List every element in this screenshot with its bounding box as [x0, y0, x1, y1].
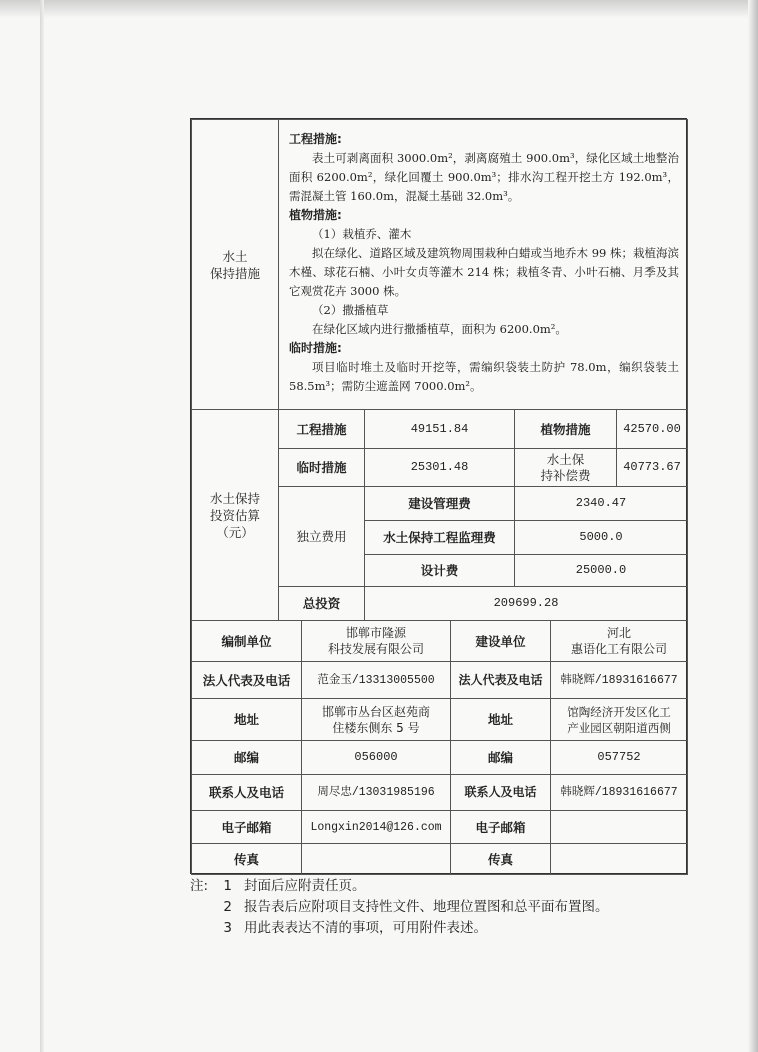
engineering-cost-value: 49151.84 — [364, 409, 515, 449]
temp-title: 临时措施: — [289, 341, 342, 355]
independent-cost-label: 独立费用 — [278, 486, 365, 587]
scan-top-edge — [0, 0, 758, 18]
temp-text: 项目临时堆土及临时开挖等，需编织袋装土防护 78.0m，编织袋装土 58.5m³；需防尘遮盖网 7000.0m²。 — [289, 360, 679, 393]
note-text: 报告表后应附项目支持性文件、地理位置图和总平面布置图。 — [244, 899, 609, 915]
binding-edge — [40, 0, 44, 1052]
plant-cost-label: 植物措施 — [514, 409, 617, 449]
temp-cost-label: 临时措施 — [278, 448, 365, 487]
fax-right — [550, 843, 688, 875]
address-left: 邯郸市丛台区赵苑商 住楼东侧东 5 号 — [301, 698, 451, 741]
postcode-right: 057752 — [550, 740, 688, 775]
contact-label: 联系人及电话 — [191, 774, 302, 811]
engineering-title: 工程措施: — [289, 132, 342, 146]
design-fee-value: 25000.0 — [514, 554, 688, 587]
fax-left — [301, 843, 451, 875]
plant-title: 植物措施: — [289, 208, 342, 222]
contact-right: 韩晓辉/18931616677 — [550, 774, 688, 811]
measures-label: 水土 保持措施 — [191, 119, 279, 410]
form-table — [190, 118, 687, 874]
email-right — [550, 810, 688, 844]
legal-rep-left: 范金玉/13313005500 — [301, 661, 451, 699]
engineering-cost-label: 工程措施 — [278, 409, 365, 449]
fax-label: 传真 — [191, 843, 302, 875]
builder-value: 河北 惠语化工有限公司 — [550, 620, 688, 662]
email-label-right: 电子邮箱 — [450, 810, 551, 844]
legal-rep-label: 法人代表及电话 — [191, 661, 302, 699]
note-item — [190, 897, 687, 918]
plant-text1: 拟在绿化、道路区域及建筑物周围栽种白蜡或当地乔木 99 株；栽植海滨木槿、球花石楠、小叶女贞等灌木 214 株；栽植冬青、小叶石楠、月季及其它观赏花卉 3000 株。 — [289, 246, 679, 298]
compensation-label: 水土保 持补偿费 — [514, 448, 617, 487]
compiler-value: 邯郸市隆源 科技发展有限公司 — [301, 620, 451, 662]
legal-rep-label-right: 法人代表及电话 — [450, 661, 551, 699]
note-item — [190, 918, 687, 939]
plant-text2: 在绿化区域内进行撒播植草，面积为 6200.0m²。 — [312, 322, 567, 336]
builder-label: 建设单位 — [450, 620, 551, 662]
address-label: 地址 — [191, 698, 302, 741]
mgmt-fee-value: 2340.47 — [514, 486, 688, 521]
measures-content — [278, 119, 688, 410]
postcode-label: 邮编 — [191, 740, 302, 775]
investment-label: 水土保持 投资估算 （元） — [191, 409, 279, 621]
email-label: 电子邮箱 — [191, 810, 302, 844]
scan-right-edge — [748, 0, 758, 1052]
mgmt-fee-label: 建设管理费 — [364, 486, 515, 521]
plant-sub2: （2）撒播植草 — [312, 303, 389, 317]
postcode-left: 056000 — [301, 740, 451, 775]
plant-sub1: （1）栽植乔、灌木 — [312, 227, 412, 241]
engineering-text: 表土可剥离面积 3000.0m²，剥离腐殖土 900.0m³，绿化区域土地整治面积 6200.0m²，绿化回覆土 900.0m³；排水沟工程开挖土方 192.0m³，需混凝土管 160.0m，混凝土基础 32.0m³。 — [289, 151, 679, 203]
address-label-right: 地址 — [450, 698, 551, 741]
note-number: 3 — [223, 920, 232, 936]
notes-prefix: 注: — [190, 878, 209, 894]
notes — [190, 876, 687, 939]
legal-rep-right: 韩晓辉/18931616677 — [550, 661, 688, 699]
address-right: 馆陶经济开发区化工 产业园区朝阳道西侧 — [550, 698, 688, 741]
supervision-fee-label: 水土保持工程监理费 — [364, 520, 515, 555]
note-number: 2 — [223, 899, 232, 915]
contact-left: 周尽忠/13031985196 — [301, 774, 451, 811]
design-fee-label: 设计费 — [364, 554, 515, 587]
note-item — [190, 876, 687, 897]
compensation-value: 40773.67 — [616, 448, 688, 487]
postcode-label-right: 邮编 — [450, 740, 551, 775]
plant-cost-value: 42570.00 — [616, 409, 688, 449]
supervision-fee-value: 5000.0 — [514, 520, 688, 555]
temp-cost-value: 25301.48 — [364, 448, 515, 487]
note-number: 1 — [223, 878, 232, 894]
total-investment-value: 209699.28 — [364, 586, 688, 621]
note-text: 封面后应附责任页。 — [244, 878, 366, 894]
contact-label-right: 联系人及电话 — [450, 774, 551, 811]
note-text: 用此表表达不清的事项，可用附件表述。 — [244, 920, 487, 936]
email-left: Longxin2014@126.com — [301, 810, 451, 844]
fax-label-right: 传真 — [450, 843, 551, 875]
total-investment-label: 总投资 — [278, 586, 365, 621]
compiler-label: 编制单位 — [191, 620, 302, 662]
